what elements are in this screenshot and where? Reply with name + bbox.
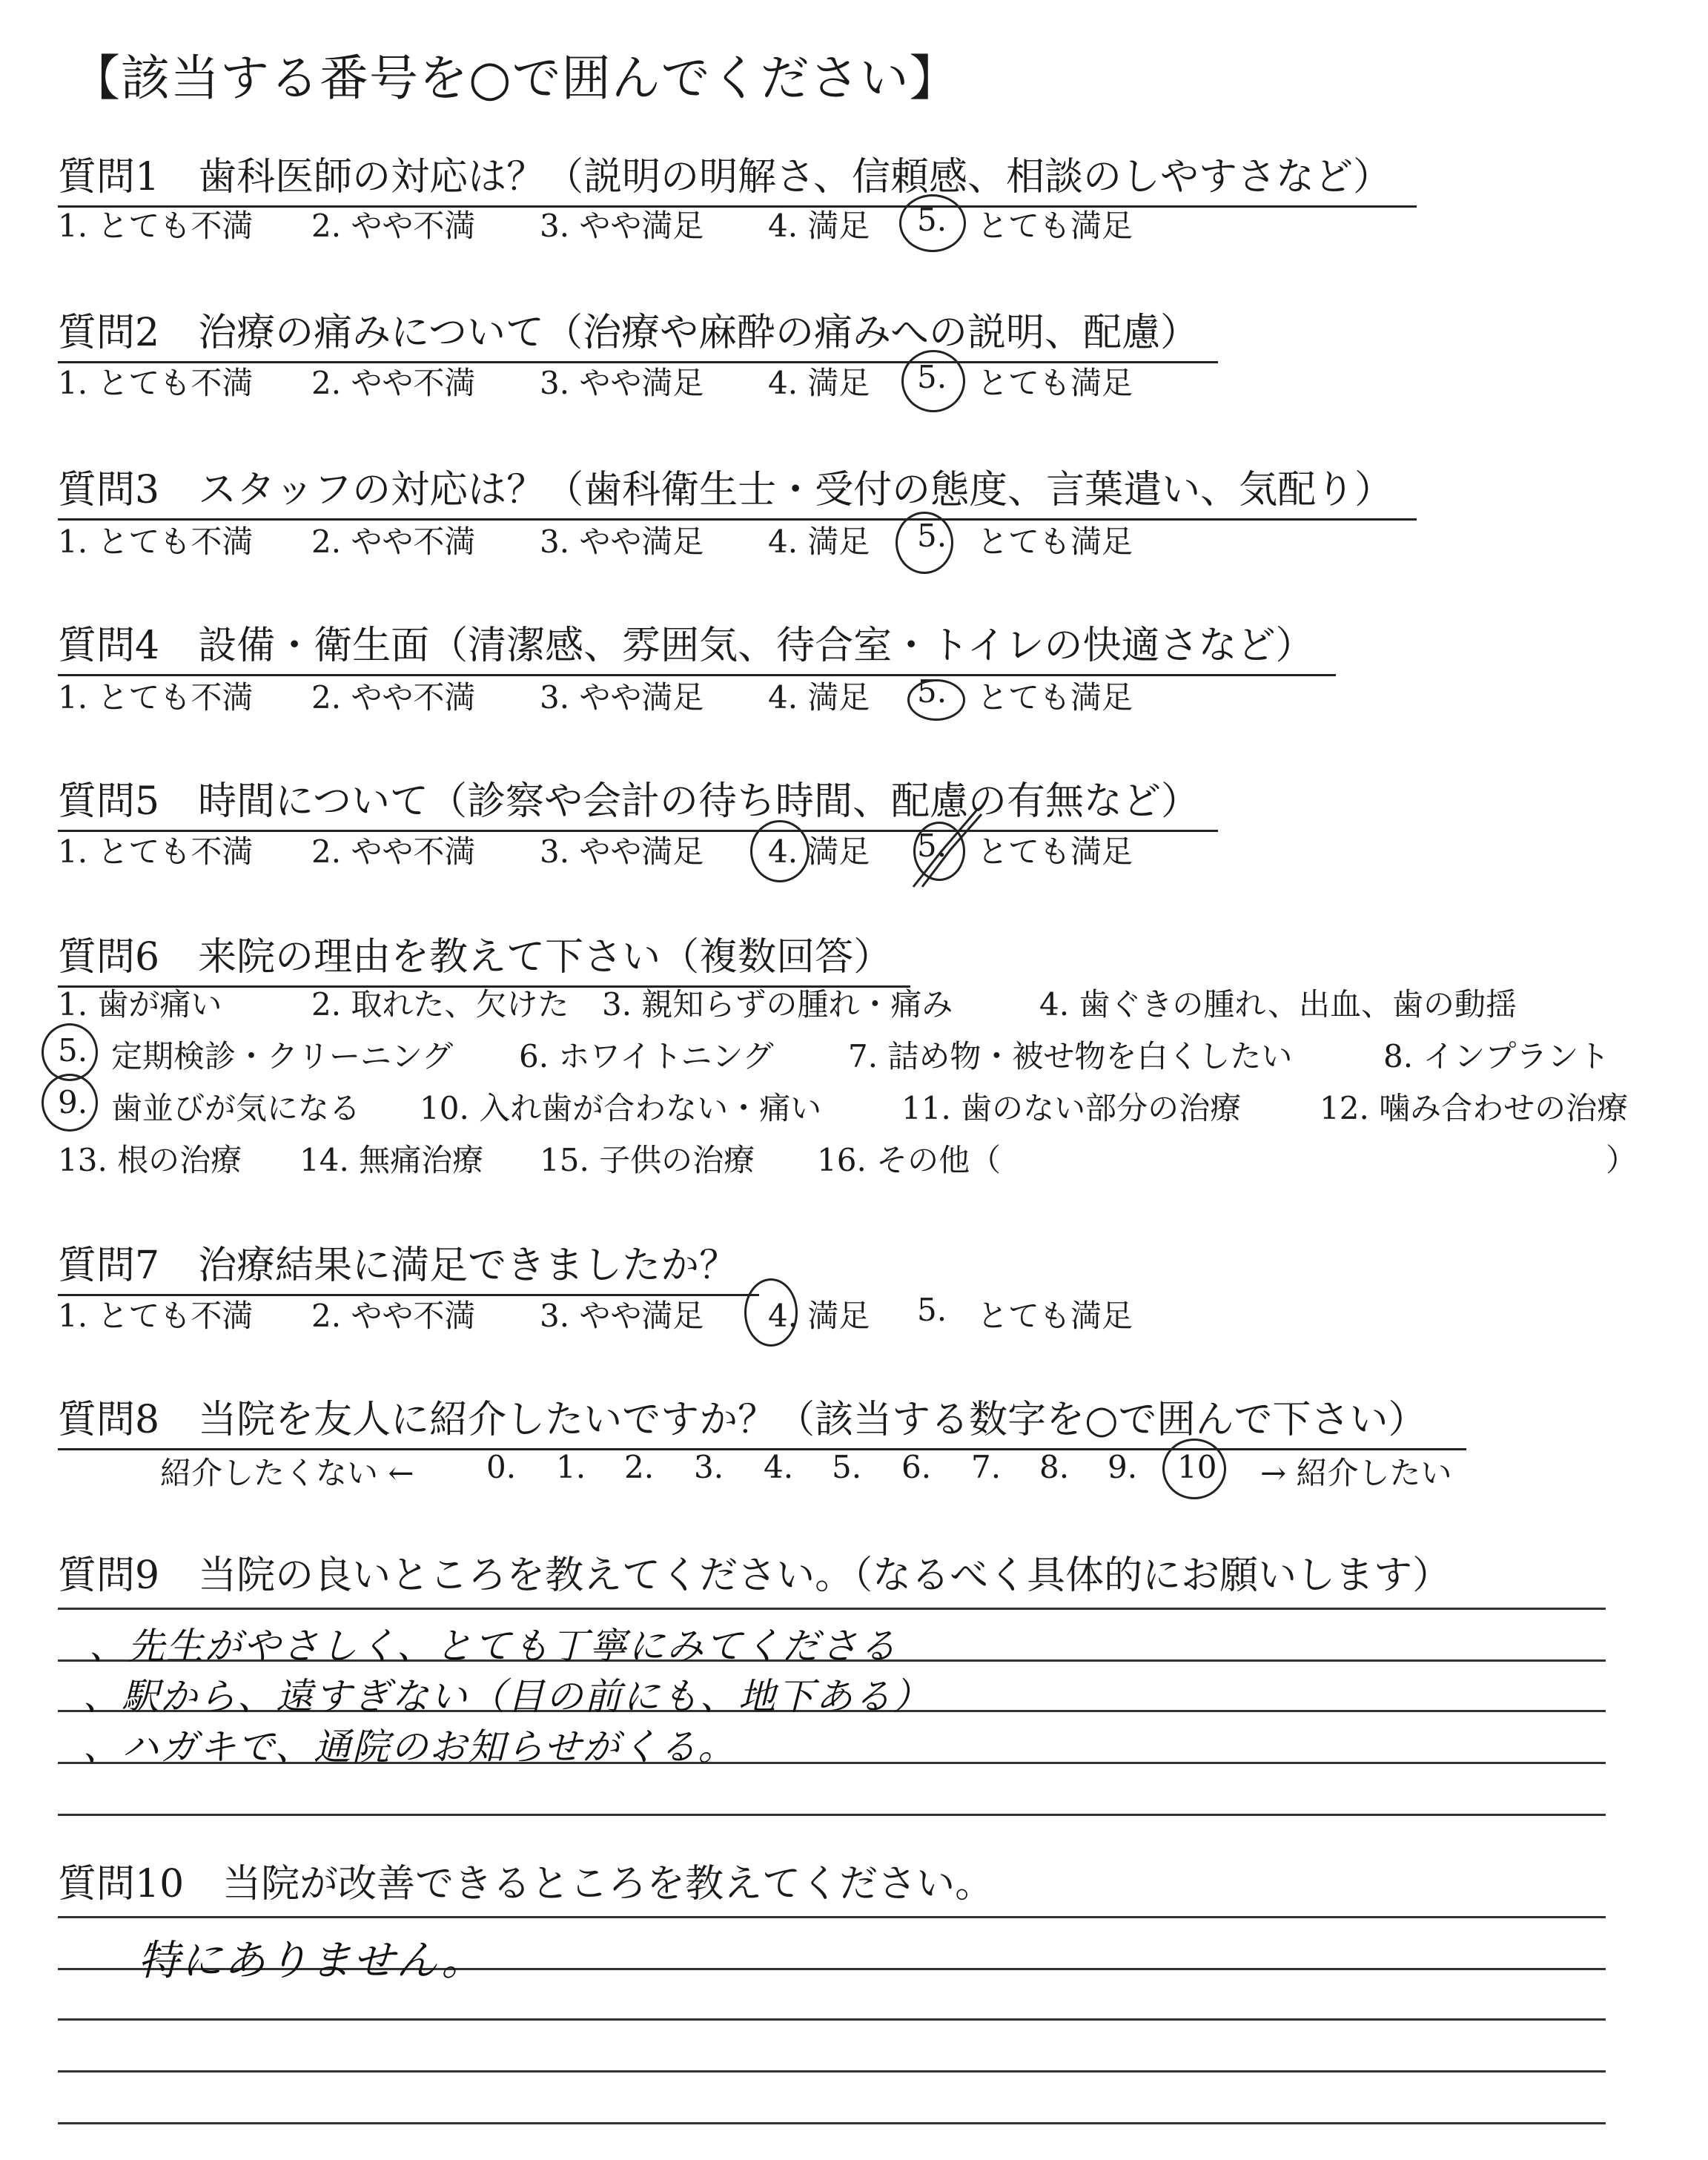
reason-whitening[interactable]: 6. ホワイトニング bbox=[519, 1038, 774, 1074]
reason-alignment-number[interactable]: 9. bbox=[58, 1084, 88, 1120]
option-very-satisfied-number[interactable]: 5. bbox=[917, 673, 947, 710]
question-1-options bbox=[0, 202, 1708, 246]
question-9-title: 質問9 当院の良いところを教えてください。（なるべく具体的にお願いします） bbox=[58, 1553, 1452, 1598]
question-5-title: 質問5 時間について（診察や会計の待ち時間、配慮の有無など） bbox=[58, 770, 1218, 832]
option-very-satisfied[interactable]: とても満足 bbox=[977, 524, 1133, 560]
question-1-title: 質問1 歯科医師の対応は？（説明の明解さ、信頼感、相談のしやすさなど） bbox=[58, 145, 1417, 208]
option-very-dissatisfied[interactable]: 1. とても不満 bbox=[58, 833, 254, 870]
scale-0[interactable]: 0. bbox=[486, 1449, 517, 1485]
question-10-title: 質問10 当院が改善できるところを教えてください。 bbox=[58, 1862, 994, 1906]
reason-implant[interactable]: 8. インプラント bbox=[1383, 1038, 1610, 1074]
scale-3[interactable]: 3. bbox=[694, 1449, 724, 1485]
handwritten-answer: 、ハガキで、通院のお知らせがくる。 bbox=[83, 1725, 737, 1768]
scale-4[interactable]: 4. bbox=[764, 1449, 794, 1485]
reason-checkup[interactable]: 定期検診・クリーニング bbox=[111, 1038, 454, 1074]
option-somewhat-dissatisfied[interactable]: 2. やや不満 bbox=[311, 1298, 476, 1334]
question-6-title: 質問6 来院の理由を教えて下さい（複数回答） bbox=[58, 925, 910, 988]
question-4-options bbox=[0, 673, 1708, 718]
scale-9[interactable]: 9. bbox=[1108, 1449, 1138, 1485]
question-2-title: 質問2 治療の痛みについて（治療や麻酔の痛みへの説明、配慮） bbox=[58, 301, 1218, 363]
reason-dentures[interactable]: 10. 入れ歯が合わない・痛い bbox=[420, 1090, 822, 1126]
option-somewhat-satisfied[interactable]: 3. やや満足 bbox=[540, 524, 704, 560]
option-satisfied[interactable]: 4. 満足 bbox=[768, 365, 870, 401]
handwritten-answer: 、駅から、遠すぎない（目の前にも、地下ある） bbox=[83, 1675, 931, 1718]
reason-alignment[interactable]: 歯並びが気になる bbox=[111, 1090, 361, 1126]
answer-line bbox=[58, 2018, 1606, 2021]
scale-right-label: → 紹介したい bbox=[1260, 1455, 1452, 1491]
scale-5[interactable]: 5. bbox=[832, 1449, 862, 1485]
question-6-options bbox=[0, 980, 1708, 1203]
option-satisfied[interactable]: 4. 満足 bbox=[768, 524, 870, 560]
question-5-options bbox=[0, 828, 1708, 872]
question-4-title: 質問4 設備・衛生面（清潔感、雰囲気、待合室・トイレの快適さなど） bbox=[58, 614, 1336, 676]
option-very-satisfied[interactable]: とても満足 bbox=[977, 208, 1133, 244]
option-somewhat-satisfied[interactable]: 3. やや満足 bbox=[540, 679, 704, 716]
question-2-options bbox=[0, 359, 1708, 403]
option-somewhat-dissatisfied[interactable]: 2. やや不満 bbox=[311, 524, 476, 560]
scale-7[interactable]: 7. bbox=[971, 1449, 1002, 1485]
reason-missing-teeth[interactable]: 11. 歯のない部分の治療 bbox=[901, 1090, 1242, 1126]
option-somewhat-satisfied[interactable]: 3. やや満足 bbox=[540, 208, 704, 244]
reason-white-fillings[interactable]: 7. 詰め物・被せ物を白くしたい bbox=[848, 1038, 1293, 1074]
option-somewhat-dissatisfied[interactable]: 2. やや不満 bbox=[311, 365, 476, 401]
option-very-dissatisfied[interactable]: 1. とても不満 bbox=[58, 208, 254, 244]
answer-line bbox=[58, 1814, 1606, 1816]
answer-line bbox=[58, 1608, 1606, 1610]
option-very-dissatisfied[interactable]: 1. とても不満 bbox=[58, 365, 254, 401]
option-very-satisfied[interactable]: とても満足 bbox=[977, 365, 1133, 401]
question-8-title: 質問8 当院を友人に紹介したいですか？（該当する数字を○で囲んで下さい） bbox=[58, 1388, 1466, 1450]
scale-10[interactable]: 10 bbox=[1177, 1449, 1217, 1485]
reason-chipped[interactable]: 2. 取れた、欠けた bbox=[311, 986, 569, 1023]
option-satisfied[interactable]: 4. 満足 bbox=[768, 679, 870, 716]
option-somewhat-dissatisfied[interactable]: 2. やや不満 bbox=[311, 208, 476, 244]
reason-children[interactable]: 15. 子供の治療 bbox=[540, 1142, 755, 1178]
answer-line bbox=[58, 2122, 1606, 2124]
reason-painless[interactable]: 14. 無痛治療 bbox=[299, 1142, 484, 1178]
reason-other[interactable]: 16. その他（ bbox=[817, 1142, 1002, 1178]
option-very-dissatisfied[interactable]: 1. とても不満 bbox=[58, 679, 254, 716]
scale-2[interactable]: 2. bbox=[624, 1449, 655, 1485]
option-very-satisfied-number[interactable]: 5. bbox=[917, 828, 947, 864]
reason-toothache[interactable]: 1. 歯が痛い bbox=[58, 986, 222, 1023]
option-very-dissatisfied[interactable]: 1. とても不満 bbox=[58, 1298, 254, 1334]
option-very-satisfied[interactable]: とても満足 bbox=[977, 1298, 1133, 1334]
scale-left-label: 紹介したくない ← bbox=[160, 1455, 414, 1491]
question-3-title: 質問3 スタッフの対応は？（歯科衛生士・受付の態度、言葉遣い、気配り） bbox=[58, 458, 1417, 521]
handwritten-answer: 特にありません。 bbox=[138, 1937, 485, 1985]
option-very-dissatisfied[interactable]: 1. とても不満 bbox=[58, 524, 254, 560]
option-very-satisfied-number[interactable]: 5. bbox=[917, 359, 947, 395]
option-somewhat-dissatisfied[interactable]: 2. やや不満 bbox=[311, 679, 476, 716]
reason-gums[interactable]: 4. 歯ぐきの腫れ、出血、歯の動揺 bbox=[1039, 986, 1517, 1023]
question-7-title: 質問7 治療結果に満足できましたか？ bbox=[58, 1234, 759, 1296]
option-very-satisfied-number[interactable]: 5. bbox=[917, 202, 947, 238]
option-satisfied[interactable]: 4. 満足 bbox=[768, 1298, 870, 1334]
reason-bite[interactable]: 12. 噛み合わせの治療 bbox=[1320, 1090, 1629, 1126]
option-very-satisfied-number[interactable]: 5. bbox=[917, 1292, 947, 1328]
reason-wisdom-teeth[interactable]: 3. 親知らずの腫れ・痛み bbox=[602, 986, 953, 1023]
answer-line bbox=[58, 2070, 1606, 2073]
question-3-options bbox=[0, 518, 1708, 562]
option-very-satisfied[interactable]: とても満足 bbox=[977, 679, 1133, 716]
option-satisfied[interactable]: 4. 満足 bbox=[768, 833, 870, 870]
reason-checkup-number[interactable]: 5. bbox=[58, 1032, 88, 1069]
option-very-satisfied[interactable]: とても満足 bbox=[977, 833, 1133, 870]
referral-scale bbox=[0, 1449, 1708, 1493]
reason-root-canal[interactable]: 13. 根の治療 bbox=[58, 1142, 242, 1178]
scale-1[interactable]: 1. bbox=[556, 1449, 586, 1485]
option-somewhat-satisfied[interactable]: 3. やや満足 bbox=[540, 833, 704, 870]
form-title: 【該当する番号を○で囲んでください】 bbox=[71, 50, 959, 107]
question-7-options bbox=[0, 1292, 1708, 1336]
option-somewhat-dissatisfied[interactable]: 2. やや不満 bbox=[311, 833, 476, 870]
reason-other-close: ） bbox=[1606, 1142, 1638, 1178]
option-somewhat-satisfied[interactable]: 3. やや満足 bbox=[540, 1298, 704, 1334]
scale-8[interactable]: 8. bbox=[1039, 1449, 1070, 1485]
answer-line bbox=[58, 1916, 1606, 1918]
option-satisfied[interactable]: 4. 満足 bbox=[768, 208, 870, 244]
option-somewhat-satisfied[interactable]: 3. やや満足 bbox=[540, 365, 704, 401]
option-very-satisfied-number[interactable]: 5. bbox=[917, 518, 947, 554]
handwritten-answer: 、先生がやさしく、とても丁寧にみてくださる bbox=[89, 1625, 898, 1668]
scale-6[interactable]: 6. bbox=[901, 1449, 932, 1485]
